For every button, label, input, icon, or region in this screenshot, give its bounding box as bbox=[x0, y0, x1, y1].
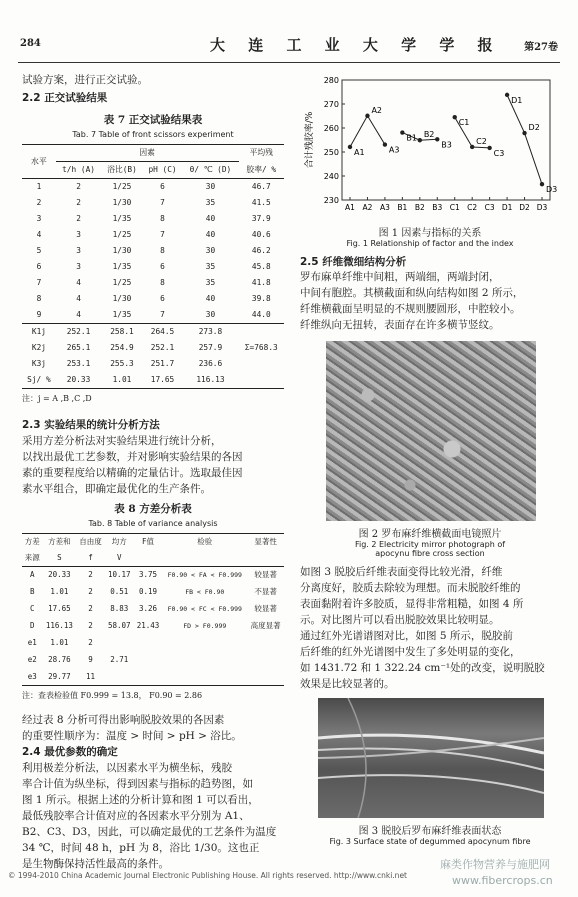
table7-cell: 4 bbox=[76, 278, 81, 287]
y-tick-label: 240 bbox=[323, 172, 339, 181]
table7-col-header: t/h (A) bbox=[62, 165, 95, 174]
data-point-label: B2 bbox=[423, 130, 435, 140]
factor-index-chart bbox=[300, 72, 558, 222]
table7-row bbox=[22, 243, 284, 259]
table7-cell: 3 bbox=[76, 230, 81, 239]
table7-summary-cell bbox=[239, 356, 284, 372]
table7-cell: 6 bbox=[36, 262, 42, 271]
data-point-label: D1 bbox=[511, 95, 523, 105]
table8-cell: 3.26 bbox=[138, 604, 158, 613]
table8-cell: 9 bbox=[88, 655, 93, 664]
table8-row bbox=[22, 584, 284, 601]
data-point-label: C1 bbox=[458, 118, 470, 128]
table7-cell: 37.9 bbox=[251, 214, 271, 223]
data-point-label: B3 bbox=[441, 140, 452, 150]
infrared-text-line: 后纤维的红外光谱图中发生了多处明显的变化， bbox=[300, 646, 521, 658]
table8-cell: 2 bbox=[88, 570, 93, 580]
table7-summary-cell: 254.9 bbox=[110, 343, 134, 352]
table7-summary-cell: 252.1 bbox=[66, 327, 91, 336]
y-tick-label: 280 bbox=[323, 76, 339, 85]
table8-conclusion bbox=[22, 712, 284, 744]
figure2-caption: 图 2 罗布麻纤维横截面电镜照片 bbox=[358, 529, 502, 540]
table8-cell bbox=[105, 635, 134, 652]
table7-summary-cell: 20.33 bbox=[66, 375, 91, 384]
table8-subheader: 来源 bbox=[24, 553, 40, 562]
table8 bbox=[22, 533, 284, 686]
table8-cell bbox=[247, 635, 284, 652]
section-2-5-paragraph bbox=[300, 269, 560, 333]
section-2-4-text-line: 是生物酶保持活性最高的条件。 bbox=[22, 858, 169, 870]
table7-cell: 1/30 bbox=[112, 246, 132, 255]
table7-cell: 41.8 bbox=[251, 278, 271, 287]
table8-cell: F0.90 < FC < F0.999 bbox=[167, 605, 242, 613]
data-point bbox=[400, 130, 404, 134]
table7-cell: 1/25 bbox=[112, 182, 132, 191]
table7-summary-cell: K2j bbox=[31, 343, 46, 352]
table7-cell: 1/25 bbox=[112, 278, 132, 287]
table8-header: F值 bbox=[141, 537, 154, 546]
data-point bbox=[383, 142, 387, 146]
table8-cell: 1.01 bbox=[50, 587, 69, 596]
section-2-4-heading: 2.4 最优参数的确定 bbox=[22, 746, 118, 758]
section-2-3-text-line: 素水平组合，即确定最优化的生产条件。 bbox=[22, 483, 211, 495]
table8-cell bbox=[162, 635, 247, 652]
table7-cell: 40 bbox=[205, 214, 216, 223]
table7-avg-header: 平均残 bbox=[249, 148, 273, 158]
table7-cell: 1/35 bbox=[112, 310, 132, 319]
table7-cell: 35 bbox=[205, 262, 216, 271]
x-tick-label: B3 bbox=[432, 203, 443, 212]
table7-row bbox=[22, 259, 284, 275]
table8-cell: 3.75 bbox=[138, 570, 158, 580]
table8-title-en: Tab. 8 Table of variance analysis bbox=[88, 519, 218, 528]
figure3-text-line: 分离度好，胶质去除较为理想。而未脱胶纤维的 bbox=[300, 582, 521, 594]
table8-cell: B bbox=[30, 587, 35, 596]
table7-cell: 4 bbox=[36, 230, 42, 239]
table8-subheader bbox=[134, 550, 163, 567]
figure3-caption-en: Fig. 3 Surface state of degummed apocynum fibre bbox=[329, 837, 531, 846]
table7-cell: 3 bbox=[76, 262, 81, 271]
x-tick-label: B1 bbox=[397, 203, 408, 212]
x-tick-label: C1 bbox=[449, 203, 460, 212]
table7-cell: 4 bbox=[76, 310, 81, 319]
table7-cell: 2 bbox=[76, 182, 81, 191]
figure1-caption-en: Fig. 1 Relationship of factor and the index bbox=[346, 239, 514, 248]
table8-cell bbox=[134, 652, 163, 669]
table7-cell: 35 bbox=[205, 278, 216, 287]
table7-cell: 8 bbox=[36, 294, 42, 303]
table7-summary-cell: 264.5 bbox=[150, 327, 175, 336]
table8-subheader: S bbox=[57, 553, 62, 562]
data-point-label: A3 bbox=[388, 145, 400, 155]
table7-summary-row bbox=[22, 324, 284, 341]
table7-cell: 7 bbox=[160, 230, 165, 239]
data-point-label: A2 bbox=[371, 105, 383, 115]
table7-cell: 40 bbox=[205, 294, 216, 303]
table8-cell bbox=[162, 652, 247, 669]
table7-note: 注：j = A ,B ,C ,D bbox=[22, 394, 92, 403]
table8-cell: 不显著 bbox=[254, 587, 277, 596]
page-number: 284 bbox=[20, 38, 41, 49]
table7-cell: 1/35 bbox=[112, 214, 132, 223]
intro-line: 试验方案，进行正交试验。 bbox=[22, 74, 148, 86]
table8-cell bbox=[247, 652, 284, 669]
table7-row bbox=[22, 275, 284, 291]
x-tick-label: B2 bbox=[414, 203, 425, 212]
table8-cell bbox=[134, 669, 163, 686]
table7-col-header: pH (C) bbox=[148, 165, 177, 174]
table7-cell: 7 bbox=[36, 278, 42, 287]
table8-conclusion-text-line: 经过表 8 分析可得出影响脱胶效果的各因素 bbox=[22, 714, 225, 726]
table7-row bbox=[22, 307, 284, 324]
table8-header: 均方 bbox=[111, 537, 127, 546]
section-2-2-heading: 2.2 正交试验结果 bbox=[22, 92, 108, 104]
data-point-label: C3 bbox=[493, 148, 505, 158]
table7-col-header: 胶率/ % bbox=[246, 164, 277, 174]
infrared-paragraph bbox=[300, 628, 560, 692]
table8-header: 自由度 bbox=[79, 537, 102, 546]
table7-summary-cell: 253.1 bbox=[66, 359, 91, 368]
figure1-caption: 图 1 因素与指标的关系 bbox=[378, 228, 482, 239]
x-tick-label: C3 bbox=[484, 203, 495, 212]
data-point bbox=[487, 146, 491, 150]
data-point-label: D3 bbox=[546, 185, 558, 195]
y-tick-label: 260 bbox=[323, 124, 339, 133]
table7-summary-cell: 257.9 bbox=[198, 343, 223, 352]
section-2-5-heading: 2.5 纤维微细结构分析 bbox=[300, 256, 407, 268]
table7-cell: 40.6 bbox=[251, 230, 271, 239]
table7-cell: 46.2 bbox=[251, 246, 271, 255]
section-2-5-text-line: 纤维纵向无扭转，表面存在许多横节竖纹。 bbox=[300, 319, 500, 331]
table8-cell: 20.33 bbox=[48, 570, 71, 580]
infrared-text-line: 如 1431.72 和 1 322.24 cm⁻¹处的改变，说明脱胶 bbox=[300, 662, 545, 674]
table8-cell bbox=[162, 669, 247, 686]
table7-cell: 1/30 bbox=[112, 198, 132, 207]
table7-cell: 1 bbox=[36, 182, 42, 191]
table7-cell: 2 bbox=[36, 198, 42, 207]
table7-summary-cell: 255.3 bbox=[110, 359, 134, 368]
table7-cell: 8 bbox=[160, 214, 165, 223]
table8-row bbox=[22, 567, 284, 584]
table7-summary-cell: Σ=768.3 bbox=[244, 343, 278, 352]
table7-cell: 30 bbox=[205, 310, 216, 319]
table7-cell: 3 bbox=[76, 246, 81, 255]
table8-note: 注：查表检验值 F0.999 = 13.8， F0.90 = 2.86 bbox=[22, 691, 203, 700]
section-2-3-paragraph bbox=[22, 433, 284, 497]
table8-cell bbox=[134, 635, 163, 652]
table8-cell: A bbox=[30, 570, 35, 580]
figure3-caption: 图 3 脱胶后罗布麻纤维表面状态 bbox=[358, 826, 502, 837]
table7-cell: 6 bbox=[160, 294, 165, 303]
table7-cell: 35 bbox=[205, 198, 216, 207]
degummed-fiber-photo bbox=[318, 698, 544, 818]
table8-cell: e2 bbox=[27, 655, 37, 664]
watermark-chinese: 麻类作物营养与施肥网 bbox=[440, 858, 550, 871]
data-point bbox=[435, 137, 439, 141]
data-point bbox=[540, 182, 544, 186]
table8-subheader: V bbox=[116, 553, 122, 562]
table7-col-header: 浴比(B) bbox=[107, 165, 137, 174]
x-tick-label: A3 bbox=[379, 203, 390, 212]
table7-summary-cell bbox=[239, 372, 284, 389]
data-point-label: A1 bbox=[354, 147, 365, 157]
table7-factor-header: 因素 bbox=[56, 145, 239, 162]
section-2-3-text-line: 以找出最优工艺参数，并对影响实验结果的各因 bbox=[22, 451, 243, 463]
x-tick-label: D1 bbox=[501, 203, 513, 212]
table7-summary-row bbox=[22, 356, 284, 372]
section-2-4-text-line: 利用极差分析法，以因素水平为横坐标，残胶 bbox=[22, 762, 232, 774]
figure3-paragraph bbox=[300, 564, 560, 628]
table8-row bbox=[22, 601, 284, 618]
table8-cell: e3 bbox=[27, 671, 37, 681]
table7-cell: 45.8 bbox=[251, 262, 271, 271]
fiber-cross-section-photo bbox=[326, 341, 536, 521]
x-tick-label: C2 bbox=[467, 203, 478, 212]
table8-cell: 29.77 bbox=[48, 671, 71, 681]
table7-col-header: θ/ ℃ (D) bbox=[189, 165, 232, 174]
data-point bbox=[470, 145, 474, 149]
table7-cell: 2 bbox=[76, 198, 81, 207]
table8-row bbox=[22, 669, 284, 686]
data-point bbox=[453, 115, 457, 119]
table8-cell: 1.01 bbox=[50, 638, 69, 647]
volume-label: 第27卷 bbox=[524, 42, 558, 53]
table7-cell: 39.8 bbox=[251, 294, 271, 303]
table8-cell bbox=[105, 669, 134, 686]
section-2-3-text-line: 素的重要程度给以精确的定量估计。选取最佳因 bbox=[22, 467, 243, 479]
table7-summary-cell: 236.6 bbox=[198, 359, 223, 368]
table8-cell: C bbox=[30, 604, 35, 613]
section-2-4-paragraph bbox=[22, 760, 284, 872]
table7-summary-cell: K1j bbox=[31, 327, 46, 336]
data-point bbox=[418, 138, 422, 142]
y-tick-label: 250 bbox=[323, 148, 339, 157]
table8-header: 显著性 bbox=[254, 537, 277, 546]
section-2-4-text-line: 最低残胶率合计值对应的各因素水平分别为 A1、 bbox=[22, 810, 250, 822]
table8-cell: FB < F0.90 bbox=[185, 588, 225, 596]
data-point bbox=[505, 93, 509, 97]
table8-title: 表 8 方差分析表 bbox=[114, 503, 192, 515]
table7-row bbox=[22, 211, 284, 227]
table7-cell: 1/35 bbox=[112, 262, 132, 271]
table8-cell: 0.19 bbox=[138, 587, 158, 596]
section-2-3-heading: 2.3 实验结果的统计分析方法 bbox=[22, 419, 160, 431]
table7-cell: 40 bbox=[205, 230, 216, 239]
table8-cell: D bbox=[30, 621, 35, 630]
table7-cell: 8 bbox=[160, 278, 165, 287]
table7-summary-cell: 17.65 bbox=[150, 375, 175, 384]
table7-summary-cell: 116.13 bbox=[196, 375, 225, 384]
section-2-5-text-line: 纤维横截面呈明显的不规则腰圆形，中腔较小。 bbox=[300, 303, 521, 315]
table8-cell: 10.17 bbox=[107, 570, 131, 580]
figure3-text-line: 表面黏附着许多胶质，显得非常粗糙，如图 4 所 bbox=[300, 598, 524, 610]
table8-row bbox=[22, 618, 284, 635]
table7-cell: 30 bbox=[205, 182, 216, 191]
table8-subheader bbox=[162, 550, 247, 567]
table7-summary-cell: Sj/ % bbox=[27, 375, 51, 384]
data-point bbox=[365, 114, 369, 118]
table8-cell: 11 bbox=[86, 671, 96, 681]
table8-row bbox=[22, 652, 284, 669]
table7-row bbox=[22, 195, 284, 211]
figure2-caption-en-line2: apocynu fibre cross section bbox=[375, 549, 485, 558]
table8-cell: 高度显著 bbox=[250, 621, 281, 630]
table7-cell: 3 bbox=[36, 214, 42, 223]
data-point-label: B1 bbox=[406, 133, 417, 143]
section-2-4-text-line: B2、C3、D3，因此，可以确定最优的工艺条件为温度 bbox=[22, 826, 277, 838]
table8-cell: FD > F0.999 bbox=[183, 622, 227, 630]
y-tick-label: 270 bbox=[323, 100, 339, 109]
table7-cell: 46.7 bbox=[251, 182, 271, 191]
table7-cell: 1/25 bbox=[112, 230, 132, 239]
table7-row bbox=[22, 291, 284, 307]
table8-cell: 8.83 bbox=[110, 604, 129, 613]
x-tick-label: D3 bbox=[536, 203, 548, 212]
table7-cell: 1/30 bbox=[112, 294, 132, 303]
table7-cell: 8 bbox=[160, 246, 165, 255]
section-2-3-text-line: 采用方差分析法对实验结果进行统计分析， bbox=[22, 435, 222, 447]
infrared-text-line: 效果是比较显著的。 bbox=[300, 678, 395, 690]
x-tick-label: D2 bbox=[519, 203, 530, 212]
table8-cell: 58.07 bbox=[107, 621, 131, 630]
table7-summary-row bbox=[22, 372, 284, 389]
data-point bbox=[522, 131, 526, 135]
table8-cell: 21.43 bbox=[136, 621, 160, 630]
left-column bbox=[22, 72, 284, 872]
figure3-text-line: 示。对比图片可以看出脱胶效果比较明显。 bbox=[300, 614, 500, 626]
table8-cell: 较显著 bbox=[254, 604, 277, 613]
series-line bbox=[507, 95, 542, 184]
running-header bbox=[0, 32, 578, 62]
table7-cell: 5 bbox=[36, 246, 42, 255]
journal-title: 大 连 工 业 大 学 学 报 bbox=[210, 36, 502, 54]
x-tick-label: A2 bbox=[362, 203, 373, 212]
table7-level-header: 水平 bbox=[30, 156, 47, 166]
table8-cell: 28.76 bbox=[48, 655, 71, 664]
table8-row bbox=[22, 635, 284, 652]
table7-cell: 7 bbox=[160, 198, 165, 207]
table7-cell: 30 bbox=[205, 246, 216, 255]
data-point-label: D2 bbox=[528, 123, 540, 133]
section-2-4-text-line: 图 1 所示。根据上述的分析计算和图 1 可以看出， bbox=[22, 794, 259, 806]
table7-cell: 4 bbox=[76, 294, 81, 303]
table8-subheader: f bbox=[88, 553, 93, 562]
table8-cell: 2.71 bbox=[110, 655, 129, 664]
table7-cell: 2 bbox=[76, 214, 81, 223]
table8-header: 检验 bbox=[197, 537, 213, 546]
table7-summary-row bbox=[22, 340, 284, 356]
table7-cell: 44.0 bbox=[251, 310, 271, 319]
table7-summary-cell: 252.1 bbox=[150, 343, 175, 352]
table7-summary-cell: 1.01 bbox=[112, 375, 132, 384]
table7-cell: 9 bbox=[36, 310, 42, 319]
table7-cell: 7 bbox=[160, 310, 165, 319]
table8-conclusion-text-line: 的重要性顺序为：温度 > 时间 > pH > 浴比。 bbox=[22, 730, 242, 742]
table8-cell bbox=[247, 669, 284, 686]
data-point bbox=[348, 145, 352, 149]
figure3-text-line: 如图 3 脱胶后纤维表面变得比较光滑，纤维 bbox=[300, 566, 503, 578]
table7-cell: 6 bbox=[160, 182, 165, 191]
table8-subheader bbox=[247, 550, 284, 567]
table8-cell: e1 bbox=[27, 638, 37, 647]
header-rule bbox=[18, 62, 560, 63]
table7 bbox=[22, 144, 284, 389]
table7-summary-cell: 265.1 bbox=[66, 343, 91, 352]
infrared-text-line: 通过红外光谱谱图对比，如图 5 所示，脱胶前 bbox=[300, 630, 513, 642]
table7-row bbox=[22, 179, 284, 196]
table8-header: 方差 bbox=[24, 537, 40, 546]
right-column bbox=[300, 72, 560, 846]
y-tick-label: 230 bbox=[323, 196, 339, 205]
table7-summary-cell: 258.1 bbox=[110, 327, 134, 336]
table8-cell: 2 bbox=[88, 638, 93, 647]
table8-cell: 116.13 bbox=[45, 621, 73, 630]
table7-row bbox=[22, 227, 284, 243]
y-axis-label: 合计残胶率/% bbox=[305, 111, 315, 169]
table7-summary-cell: 251.7 bbox=[150, 359, 175, 368]
table7-cell: 41.5 bbox=[251, 198, 271, 207]
table8-cell: 2 bbox=[88, 587, 93, 596]
table7-summary-cell: 273.8 bbox=[198, 327, 223, 336]
table7-summary-cell bbox=[239, 324, 284, 341]
table7-summary-cell: K3j bbox=[31, 359, 46, 368]
table7-title: 表 7 正交试验结果表 bbox=[103, 114, 203, 126]
series-line bbox=[350, 116, 385, 147]
fiber-strands bbox=[318, 698, 544, 818]
x-tick-label: A1 bbox=[345, 203, 355, 212]
copyright-footer: © 1994-2010 China Academic Journal Electronic Publishing House. All rights reserved. http://www.cnki.net bbox=[8, 871, 407, 880]
section-2-5-text-line: 中间有胞腔。其横截面和纵向结构如图 2 所示， bbox=[300, 287, 524, 299]
section-2-5-text-line: 罗布麻单纤维中间粗，两端细，两端封闭， bbox=[300, 271, 500, 283]
section-2-4-text-line: 率合计值为纵坐标，得到因素与指标的趋势图，如 bbox=[22, 778, 253, 790]
watermark-url: www.fibercrops.cn bbox=[452, 874, 553, 887]
data-point-label: C2 bbox=[476, 136, 487, 146]
figure2-caption-en-line1: Fig. 2 Electricity mirror photograph of bbox=[354, 540, 506, 549]
table8-cell: 17.65 bbox=[48, 604, 71, 613]
table7-cell: 6 bbox=[160, 262, 165, 271]
table8-cell: 2 bbox=[88, 621, 93, 630]
table8-cell: 较显著 bbox=[254, 570, 277, 580]
table8-cell: F0.90 < FA < F0.999 bbox=[167, 571, 242, 580]
table8-header: 方差和 bbox=[48, 537, 71, 546]
section-2-4-text-line: 34 ℃，时间 48 h，pH 为 8，浴比 1/30。这也正 bbox=[22, 842, 260, 854]
table7-title-en: Tab. 7 Table of front scissors experiment bbox=[72, 130, 234, 139]
table8-cell: 0.51 bbox=[110, 587, 129, 596]
table8-cell: 2 bbox=[88, 604, 93, 613]
